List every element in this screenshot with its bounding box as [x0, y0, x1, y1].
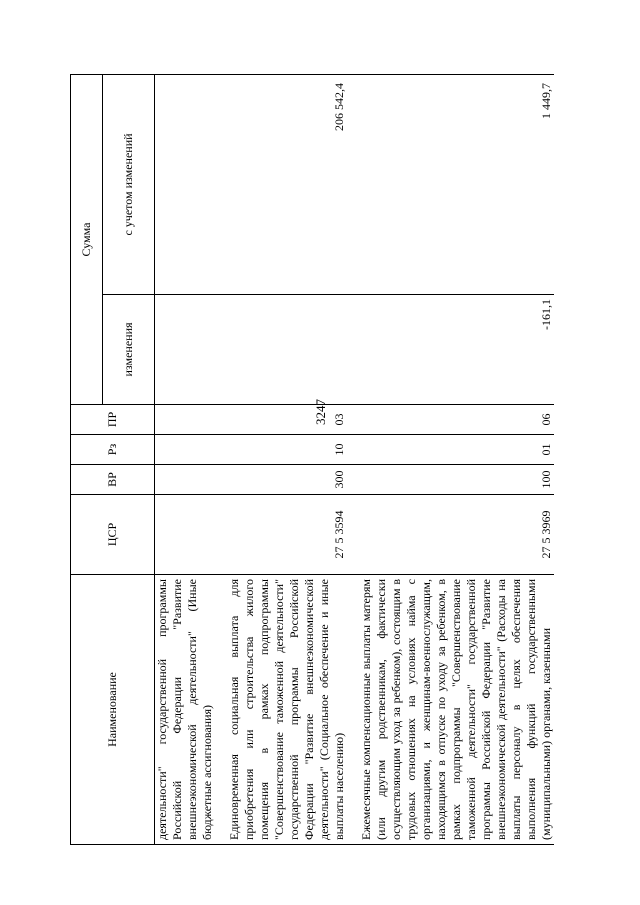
header-pr: ПР [71, 405, 155, 435]
row-pr [155, 405, 216, 435]
row-total: 206 542,4 [227, 74, 347, 294]
budget-table [70, 74, 554, 845]
row-change [155, 295, 216, 405]
header-vr: ВР [71, 465, 155, 495]
header-changes: изменения [103, 295, 155, 405]
row-csr [155, 495, 216, 575]
header-csr: ЦСР [71, 495, 155, 575]
table-row [155, 74, 216, 844]
row-name: Единовременная социальная выплата для приобретения или строительства жилого помещения в рамках подпрограммы "Совершенствование таможенной деятельности" государственной программы Российской Федерации "Развитие внешнеэкономической деятельности" (Социальное обеспечение и иные выплаты населению) [227, 575, 347, 845]
table-row [359, 74, 554, 844]
row-total [155, 74, 216, 294]
row-rz: 10 [227, 435, 347, 465]
header-with-changes: с учетом изменений [103, 74, 155, 294]
rotated-page [70, 75, 630, 845]
row-rz [155, 435, 216, 465]
table-row [227, 74, 347, 844]
row-csr: 27 5 3594 [227, 495, 347, 575]
row-change [227, 295, 347, 405]
header-rz: Рз [71, 435, 155, 465]
row-total: 1 449,7 [359, 74, 554, 294]
row-vr [155, 465, 216, 495]
header-sum: Сумма [71, 74, 103, 404]
table-header [71, 74, 155, 844]
row-pr: 06 [359, 405, 554, 435]
header-name: Наименование [71, 575, 155, 845]
table-body [155, 74, 555, 844]
row-rz: 01 [359, 435, 554, 465]
row-vr: 100 [359, 465, 554, 495]
row-name: Ежемесячные компенсационные выплаты матерям (или другим родственникам, фактически осуществляющим уход за ребенком), состоящим в трудовых отношениях на условиях найма с организациями, и женщинам-военнослужащим, находящимся в отпуске по уходу за ребенком, в рамках подпрограммы "Совершенствование таможенной деятельности" государственной программы Российской Федерации "Развитие внешнеэкономической деятельности" (Расходы на выплаты персоналу в целях обеспечения выполнения функций государственными (муниципальными) органами, казенными [359, 575, 554, 845]
row-vr: 300 [227, 465, 347, 495]
row-change: -161,1 [359, 295, 554, 405]
row-name: деятельности" государственной программы Российской Федерации "Развитие внешнеэкономической деятельности" (Иные бюджетные ассигнования) [155, 575, 216, 845]
row-pr: 03 [227, 405, 347, 435]
row-csr: 27 5 3969 [359, 495, 554, 575]
page-number: 3247 [313, 399, 328, 425]
